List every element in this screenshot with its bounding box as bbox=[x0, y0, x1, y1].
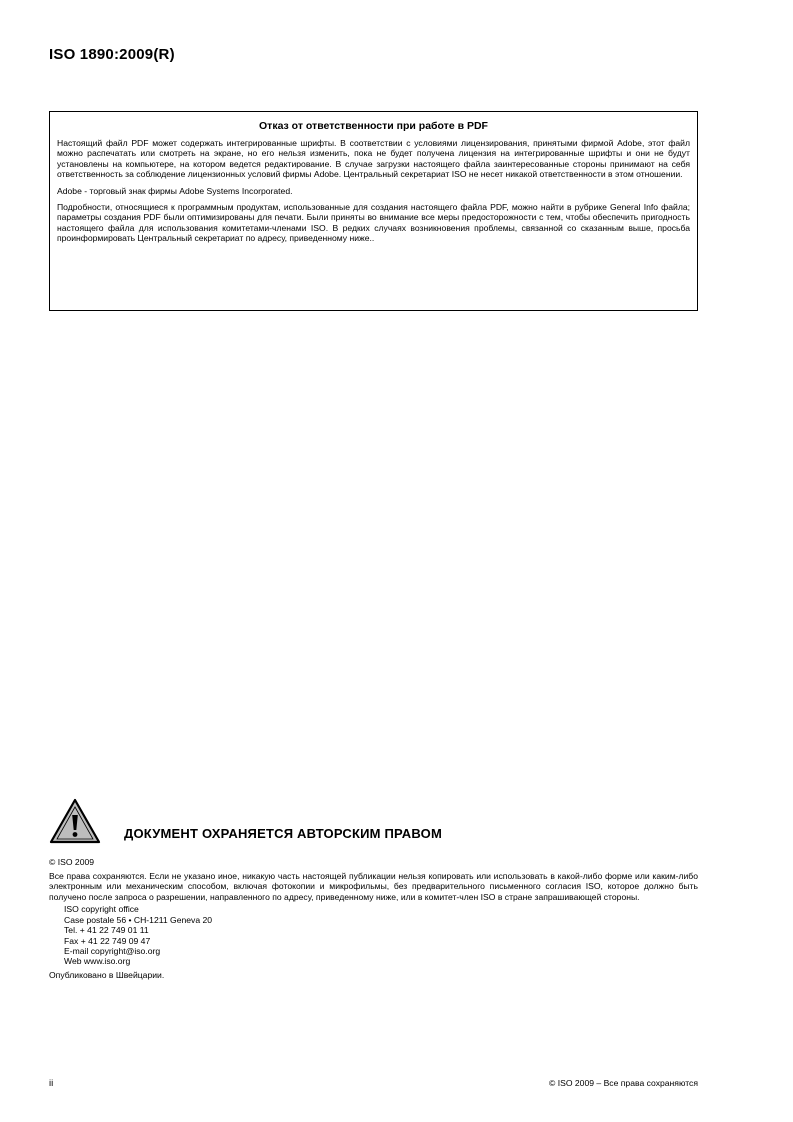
office-email: E-mail copyright@iso.org bbox=[64, 946, 161, 956]
warning-title: ДОКУМЕНТ ОХРАНЯЕТСЯ АВТОРСКИМ ПРАВОМ bbox=[124, 826, 442, 841]
office-name: ISO copyright office bbox=[64, 904, 139, 915]
rights-paragraph: Все права сохраняются. Если не указано иное, никакую часть настоящей публикации нельзя копировать или использовать в какой-либо форме или каким-либо электронным или механическим способом, включая фотокопии и микрофильмы, без предварительного письменного согласия ISO, которое должно быть получено после запроса о разрешении, направленного по адресу, приведенному ниже, или в комитет-член ISO в стране запрашивающей стороны. bbox=[49, 870, 698, 902]
office-address: Case postale 56 • CH-1211 Geneva 20 bbox=[64, 914, 213, 925]
office-fax: Fax + 41 22 749 09 47 bbox=[64, 935, 151, 946]
copyright-warning bbox=[49, 798, 698, 846]
footer-copyright: © ISO 2009 – Все права сохраняются bbox=[548, 1078, 698, 1088]
page-number: ii bbox=[49, 1078, 54, 1089]
disclaimer-paragraph-trademark: Adobe - торговый знак фирмы Adobe Systems Incorporated. bbox=[57, 185, 293, 196]
document-code: ISO 1890:2009(R) bbox=[49, 46, 175, 63]
disclaimer-paragraph-details: Подробности, относящиеся к программным продуктам, использованные для создания настоящего файла PDF, можно найти в рубрике General Info файла; параметры создания PDF были оптимизированы для печати. Были приняты во внимание все меры предосторожности с тем, чтобы обеспечить пригодность настоящего файла для использования комитетами-членами ISO. В редких случаях возникновения проблемы, связанной со сказанным выше, просьба проинформировать Центральный секретариат по адресу, приведенному ниже.. bbox=[57, 202, 690, 244]
office-web: Web www.iso.org bbox=[64, 956, 131, 967]
warning-triangle-icon bbox=[49, 798, 101, 844]
copyright-section bbox=[49, 857, 698, 980]
office-tel: Tel. + 41 22 749 01 11 bbox=[64, 925, 149, 936]
copyright-line: © ISO 2009 bbox=[49, 857, 95, 867]
pdf-disclaimer-box bbox=[49, 111, 698, 311]
disclaimer-title: Отказ от ответственности при работе в PDF bbox=[259, 120, 488, 132]
disclaimer-paragraph-fonts: Настоящий файл PDF может содержать интегрированные шрифты. В соответствии с условиями лицензирования, принятыми фирмой Adobe, этот файл можно распечатать или смотреть на экране, но его нельзя изменить, пока не будет получена лицензия на интегрированные шрифты и они не будут установлены на компьютере, на котором ведется редактирование. В случае загрузки настоящего файла заинтересованные стороны принимают на себя ответственность за соблюдение лицензионных условий фирмы Adobe. Центральный секретариат ISO не несет никакой ответственности в этом отношении. bbox=[57, 138, 690, 180]
copyright-office-address bbox=[64, 904, 698, 966]
published-line: Опубликовано в Швейцарии. bbox=[49, 969, 165, 980]
